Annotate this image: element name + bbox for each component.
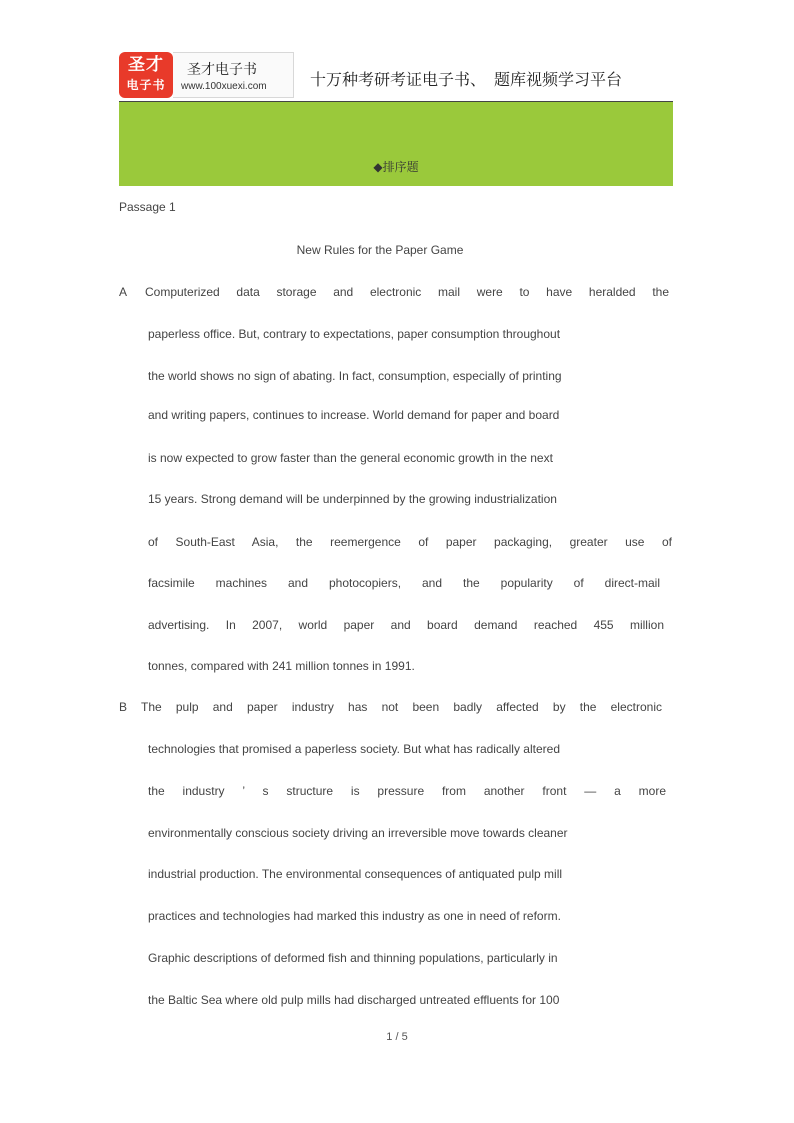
brand-name: 圣才电子书 (187, 62, 257, 78)
paragraph-a-line: facsimile machines and photocopiers, and the popularity of direct-mail (148, 576, 660, 590)
paragraph-a-line: 15 years. Strong demand will be underpinned by the growing industrialization (148, 492, 557, 506)
paragraph-a-line: is now expected to grow faster than the general economic growth in the next (148, 451, 553, 465)
paragraph-b-line: practices and technologies had marked this industry as one in need of reform. (148, 909, 561, 923)
logo-badge-line2: 电子书 (126, 78, 166, 92)
paragraph-b-line: the Baltic Sea where old pulp mills had discharged untreated effluents for 100 (148, 993, 560, 1007)
paragraph-b-line: environmentally conscious society driving an irreversible move towards cleaner (148, 826, 568, 840)
paragraph-b-line: technologies that promised a paperless society. But what has radically altered (148, 742, 561, 756)
paragraph-b-line: industrial production. The environmental consequences of antiquated pulp mill (148, 867, 563, 881)
logo-badge-line1: 圣才 (128, 55, 164, 75)
header-tagline: 十万种考研考证电子书、 题库视频学习平台 (310, 70, 623, 89)
section-banner (119, 102, 673, 186)
brand-logo (119, 52, 295, 98)
paragraph-a-line: paperless office. But, contrary to expectations, paper consumption throughout (148, 327, 561, 341)
paragraph-a-line: and writing papers, continues to increase. World demand for paper and board (148, 408, 560, 422)
passage-title: New Rules for the Paper Game (296, 243, 464, 257)
page-number: 1 / 5 (386, 1031, 408, 1043)
passage-label: Passage 1 (119, 200, 176, 214)
paragraph-b-line: the industry ’ s structure is pressure from another front — a more (148, 784, 666, 798)
paragraph-letter-b: B (119, 700, 128, 714)
paragraph-b-line: Graphic descriptions of deformed fish and thinning populations, particularly in (148, 951, 558, 965)
logo-textbox (173, 52, 294, 98)
section-title: ◆排序题 (373, 160, 419, 174)
paragraph-a-line: Computerized data storage and electronic mail were to have heralded the (145, 285, 669, 299)
paragraph-a-line: the world shows no sign of abating. In fact, consumption, especially of printing (148, 369, 562, 383)
paragraph-a-line: advertising. In 2007, world paper and board demand reached 455 million (148, 618, 664, 632)
logo-badge (119, 52, 173, 98)
paragraph-letter-a: A (119, 285, 128, 299)
paragraph-a-line: tonnes, compared with 241 million tonnes in 1991. (148, 659, 415, 673)
brand-url: www.100xuexi.com (181, 81, 267, 92)
paragraph-a-line: of South-East Asia, the reemergence of paper packaging, greater use of (148, 535, 672, 549)
paragraph-b-line: The pulp and paper industry has not been badly affected by the electronic (141, 700, 662, 714)
